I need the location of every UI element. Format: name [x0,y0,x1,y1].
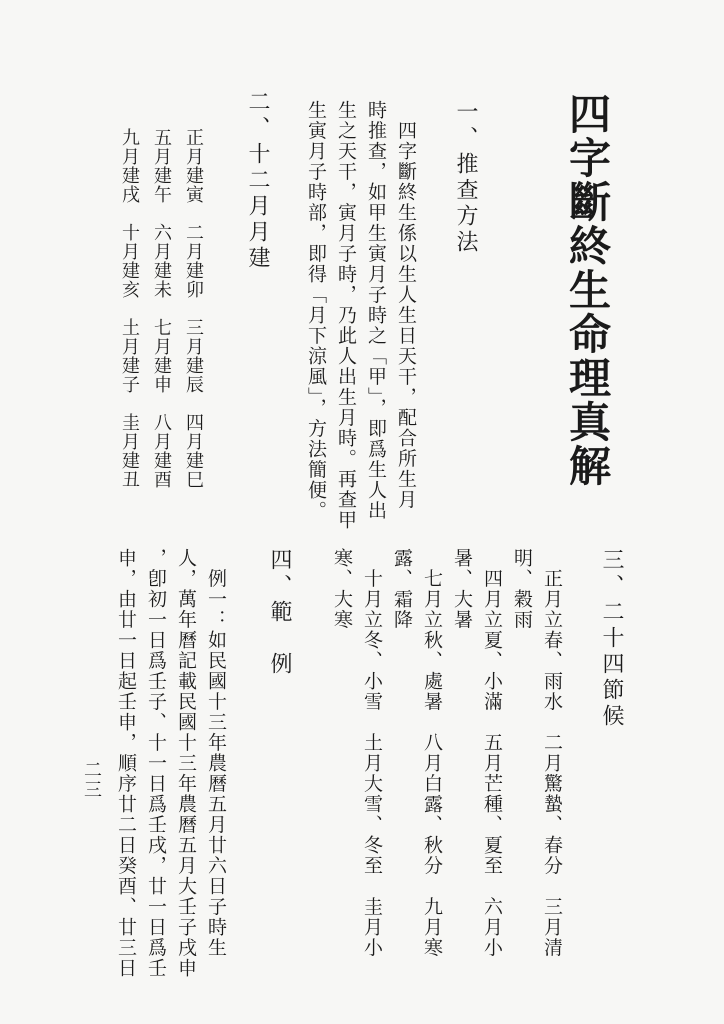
section1-line: 生之天干，寅月子時，乃此人出生月時。再查甲 [335,100,357,531]
section1-line: 時推查，如甲生寅月子時之「甲」，即爲生人出 [365,100,387,521]
page-number: 二三 [81,760,102,800]
section4-line: 例一：如民國十三年農曆五月廿六日子時生 [205,548,227,958]
section3-line: 正月立春、雨水 二月驚蟄、春分 三月清 [541,548,563,958]
section3-heading: 三、二十四節候 [599,548,624,730]
section4-line: 人，萬年曆記載民國十三年農曆五月大壬子戌申 [175,548,197,979]
page-title: 四字斷終生命理真解 [563,92,612,488]
section3-line: 暑、大暑 [451,548,473,630]
month-table-row: 五月建午 六月建未 七月建申 八月建酉 [151,128,172,489]
month-table-row: 正月建寅 二月建卯 三月建辰 四月建巳 [183,128,204,489]
section4-line: ，卽初一日爲壬子、十一日爲壬戌，廿一日爲壬 [145,548,167,979]
section2-heading: 二、十二月月建 [245,90,270,272]
section1-line: 四字斷終生係以生人生日天干，配合所生月 [395,100,417,510]
section3-line: 四月立夏、小滿 五月芒種、夏至 六月小 [481,548,503,958]
section3-line: 寒、大寒 [331,548,353,630]
section3-line: 明、穀雨 [511,548,533,630]
section1-line: 生寅月子時部，即得「月下涼風」，方法簡便。 [305,100,327,521]
section3-line: 露、霜降 [391,548,413,630]
section4-line: 申，由廿一日起壬申，順序廿二日癸酉、廿三日 [115,548,137,979]
month-table-row: 九月建戌 十月建亥 土月建子 圭月建丑 [119,128,140,489]
section3-line: 十月立冬、小雪 土月大雪、冬至 圭月小 [361,548,383,958]
section1-heading: 一、推查方法 [453,100,478,256]
section4-heading: 四、範 例 [267,548,292,678]
section3-line: 七月立秋、處暑 八月白露、秋分 九月寒 [421,548,443,958]
